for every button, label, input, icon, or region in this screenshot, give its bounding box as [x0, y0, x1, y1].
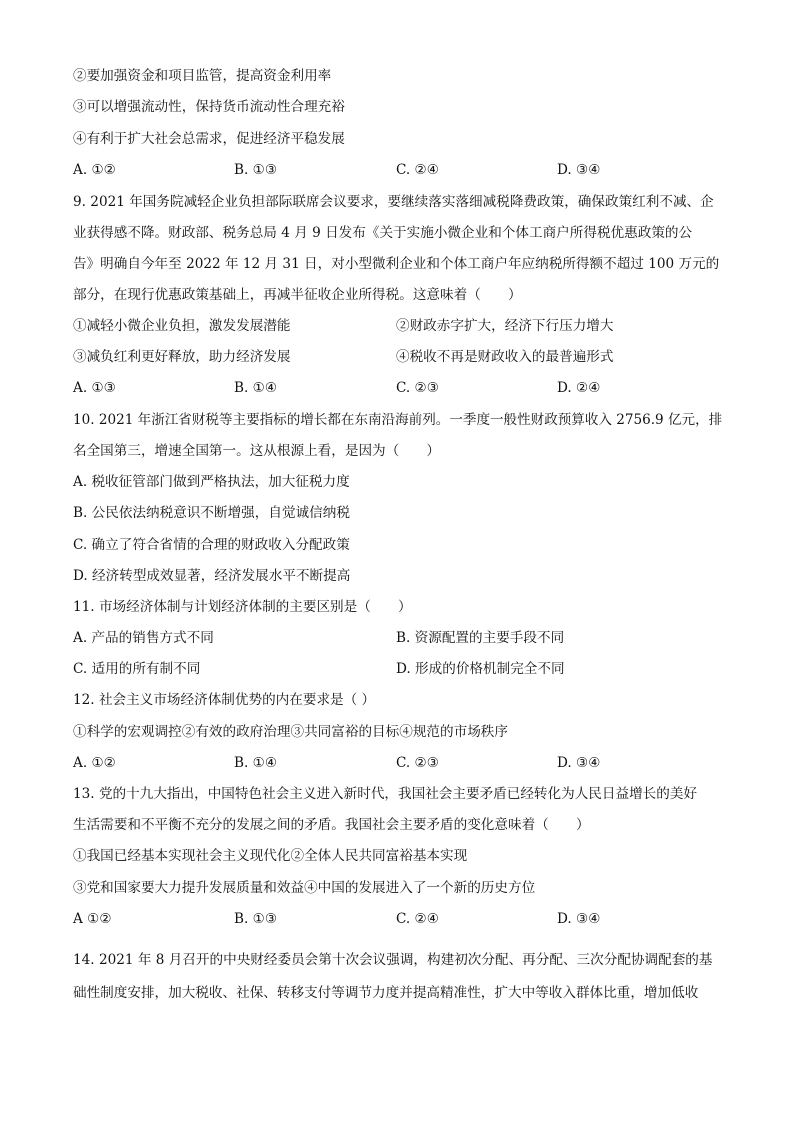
q13-items-line-2: ③党和国家要大力提升发展质量和效益④中国的发展进入了一个新的历史方位	[73, 880, 536, 896]
q9-option-d: D. ②④	[557, 380, 601, 396]
q12-option-d: D. ③④	[557, 755, 601, 771]
q13-items-line-1: ①我国已经基本实现社会主义现代化②全体人民共同富裕基本实现	[73, 848, 468, 864]
q11-option-a: A. 产品的销售方式不同	[73, 630, 214, 646]
q14-stem-line-2: 础性制度安排，加大税收、社保、转移支付等调节力度并提高精准性，扩大中等收入群体比重，增加低收	[73, 985, 699, 1001]
q10-option-a: A. 税收征管部门做到严格执法，加大征税力度	[73, 474, 350, 490]
q12-items: ①科学的宏观调控②有效的政府治理③共同富裕的目标④规范的市场秩序	[73, 724, 508, 740]
q10-option-d: D. 经济转型成效显著，经济发展水平不断提高	[73, 568, 351, 584]
q8-option-a: A. ①②	[73, 162, 116, 178]
q9-option-c: C. ②③	[396, 380, 439, 396]
q9-item-2: ②财政赤字扩大，经济下行压力增大	[396, 318, 614, 334]
q9-stem-line-4: 部分，在现行优惠政策基础上，再减半征收企业所得税。这意味着（ ）	[73, 287, 522, 303]
q13-option-b: B. ①③	[234, 911, 278, 927]
q8-item-4: ④有利于扩大社会总需求，促进经济平稳发展	[73, 131, 345, 147]
q9-item-1: ①减轻小微企业负担，激发发展潜能	[73, 318, 291, 334]
q12-option-b: B. ①④	[234, 755, 278, 771]
q11-option-d: D. 形成的价格机制完全不同	[396, 661, 565, 677]
q9-stem-line-3: 告》明确自今年至 2022 年 12 月 31 日，对小型微利企业和个体工商户年应纳税所得额不超过 100 万元的	[73, 256, 720, 272]
q11-option-b: B. 资源配置的主要手段不同	[396, 630, 565, 646]
q9-stem-line-2: 业获得感不降。财政部、税务总局 4 月 9 日发布《关于实施小微企业和个体工商户所得税优惠政策的公	[73, 225, 693, 241]
q9-stem-line-1: 9. 2021 年国务院减轻企业负担部际联席会议要求，要继续落实落细减税降费政策，确保政策红利不减、企	[73, 194, 714, 210]
q10-stem-line-2: 名全国第三，增速全国第一。这从根源上看，是因为（ ）	[73, 443, 441, 459]
q10-stem-line-1: 10. 2021 年浙江省财税等主要指标的增长都在东南沿海前列。一季度一般性财政预算收入 2756.9 亿元，排	[73, 412, 723, 428]
q8-item-2: ②要加强资金和项目监管，提高资金利用率	[73, 68, 332, 84]
q13-stem-line-2: 生活需要和不平衡不充分的发展之间的矛盾。我国社会主要矛盾的变化意味着（ ）	[73, 817, 590, 833]
q12-option-c: C. ②③	[396, 755, 439, 771]
q9-item-3: ③减负红利更好释放，助力经济发展	[73, 349, 291, 365]
q9-option-b: B. ①④	[234, 380, 278, 396]
q12-stem: 12. 社会主义市场经济体制优势的内在要求是（ ）	[73, 692, 376, 708]
q13-option-c: C. ②④	[396, 911, 439, 927]
q8-item-3: ③可以增强流动性，保持货币流动性合理充裕	[73, 99, 345, 115]
q12-option-a: A. ①②	[73, 755, 116, 771]
q13-option-a: A ①②	[73, 911, 112, 927]
q11-option-c: C. 适用的所有制不同	[73, 661, 201, 677]
q10-option-b: B. 公民依法纳税意识不断增强，自觉诚信纳税	[73, 505, 350, 521]
q8-option-d: D. ③④	[557, 162, 601, 178]
q9-item-4: ④税收不再是财政收入的最普遍形式	[396, 349, 614, 365]
q8-option-b: B. ①③	[234, 162, 278, 178]
q8-option-c: C. ②④	[396, 162, 439, 178]
q13-option-d: D. ③④	[557, 911, 601, 927]
q13-stem-line-1: 13. 党的十九大指出，中国特色社会主义进入新时代，我国社会主要矛盾已经转化为人民日益增长的美好	[73, 786, 698, 802]
q10-option-c: C. 确立了符合省情的合理的财政收入分配政策	[73, 537, 350, 553]
q14-stem-line-1: 14. 2021 年 8 月召开的中央财经委员会第十次会议强调，构建初次分配、再分配、三次分配协调配套的基	[73, 952, 713, 968]
q9-option-a: A. ①③	[73, 380, 116, 396]
q11-stem: 11. 市场经济体制与计划经济体制的主要区别是（ ）	[73, 599, 412, 615]
